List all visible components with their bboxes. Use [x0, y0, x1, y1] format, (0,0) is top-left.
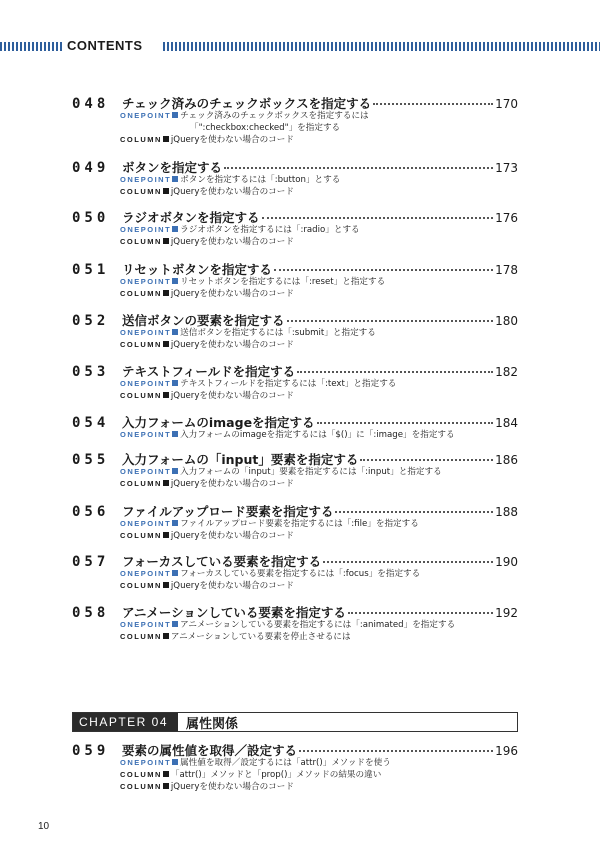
square-bullet-icon — [163, 188, 169, 194]
column-tag: COLUMN — [120, 632, 162, 641]
onepoint-tag: ONEPOINT — [120, 328, 172, 337]
onepoint-text: チェック済みのチェックボックスを指定するには — [180, 111, 369, 121]
entry-number: 053 — [72, 364, 110, 380]
column-tag: COLUMN — [120, 531, 162, 540]
square-bullet-icon — [163, 238, 169, 244]
header-stripes-left — [0, 42, 64, 51]
page-number: 10 — [38, 821, 50, 832]
dot-leader — [262, 217, 494, 219]
dot-leader — [323, 561, 493, 563]
toc-entry-048[interactable] — [72, 94, 518, 146]
onepoint-tag: ONEPOINT — [120, 111, 172, 120]
dot-leader — [274, 269, 493, 271]
column-text: jQueryを使わない場合のコード — [170, 391, 294, 401]
entry-page: 190 — [495, 555, 518, 569]
onepoint-text: ファイルアップロード要素を指定するには「:file」を指定する — [180, 519, 419, 529]
column-text: 「attr()」メソッドと「prop()」メソッドの結果の違い — [170, 770, 382, 780]
entry-number: 052 — [72, 313, 110, 329]
dot-leader — [373, 103, 493, 105]
chapter-banner — [72, 712, 518, 732]
entry-number: 048 — [72, 96, 110, 112]
dot-leader — [287, 320, 494, 322]
dot-leader — [335, 511, 493, 513]
contents-header — [0, 40, 600, 52]
onepoint-text: 送信ボタンを指定するには「:submit」と指定する — [180, 328, 376, 338]
column-text: jQueryを使わない場合のコード — [170, 340, 294, 350]
column-tag: COLUMN — [120, 340, 162, 349]
contents-title: CONTENTS — [67, 38, 143, 53]
column-line — [120, 339, 518, 351]
dot-leader — [317, 422, 494, 424]
entry-page: 184 — [495, 416, 518, 430]
onepoint-text: 属性値を取得／設定するには「attr()」メソッドを使う — [180, 758, 391, 768]
square-bullet-icon — [172, 380, 178, 386]
square-bullet-icon — [172, 226, 178, 232]
dot-leader — [224, 167, 493, 169]
square-bullet-icon — [163, 582, 169, 588]
square-bullet-icon — [172, 570, 178, 576]
toc-entry-052[interactable] — [72, 311, 518, 351]
entry-title: 入力フォームのimageを指定する — [122, 415, 315, 430]
onepoint-tag: ONEPOINT — [120, 175, 172, 184]
entry-number: 054 — [72, 415, 110, 431]
onepoint-tag: ONEPOINT — [120, 758, 172, 767]
entry-page: 196 — [495, 744, 518, 758]
square-bullet-icon — [163, 480, 169, 486]
entry-page: 170 — [495, 97, 518, 111]
square-bullet-icon — [163, 392, 169, 398]
column-text: jQueryを使わない場合のコード — [170, 581, 294, 591]
entry-title: 入力フォームの「input」要素を指定する — [122, 452, 359, 467]
square-bullet-icon — [172, 759, 178, 765]
entry-title: ファイルアップロード要素を指定する — [122, 504, 334, 519]
column-line — [120, 236, 518, 248]
column-line — [120, 478, 518, 490]
onepoint-tag: ONEPOINT — [120, 620, 172, 629]
toc-entry-056[interactable] — [72, 502, 518, 542]
column-tag: COLUMN — [120, 770, 162, 779]
square-bullet-icon — [163, 532, 169, 538]
entry-title: テキストフィールドを指定する — [122, 364, 296, 379]
square-bullet-icon — [163, 771, 169, 777]
onepoint-tag: ONEPOINT — [120, 277, 172, 286]
entry-number: 051 — [72, 262, 110, 278]
chapter-label: CHAPTER 04 — [73, 713, 178, 731]
column-text: jQueryを使わない場合のコード — [170, 187, 294, 197]
square-bullet-icon — [172, 112, 178, 118]
column-tag: COLUMN — [120, 135, 162, 144]
entry-title: アニメーションしている要素を指定する — [122, 605, 346, 620]
column-tag: COLUMN — [120, 391, 162, 400]
toc-entry-054[interactable] — [72, 413, 518, 441]
entry-number: 056 — [72, 504, 110, 520]
square-bullet-icon — [172, 176, 178, 182]
column-tag: COLUMN — [120, 782, 162, 791]
toc-entry-049[interactable] — [72, 158, 518, 198]
column-tag: COLUMN — [120, 479, 162, 488]
entry-page: 173 — [495, 161, 518, 175]
square-bullet-icon — [163, 783, 169, 789]
dot-leader — [297, 371, 493, 373]
onepoint-tag: ONEPOINT — [120, 569, 172, 578]
onepoint-text: 入力フォームの「input」要素を指定するには「:input」と指定する — [180, 467, 442, 477]
column-tag: COLUMN — [120, 187, 162, 196]
entry-title: ボタンを指定する — [122, 160, 223, 175]
toc-entry-053[interactable] — [72, 362, 518, 402]
column-text: jQueryを使わない場合のコード — [170, 782, 294, 792]
toc-entry-050[interactable] — [72, 208, 518, 248]
onepoint-tag: ONEPOINT — [120, 467, 172, 476]
chapter-title: 属性関係 — [186, 716, 239, 732]
square-bullet-icon — [172, 468, 178, 474]
dot-leader — [348, 612, 493, 614]
onepoint-text: ラジオボタンを指定するには「:radio」とする — [180, 225, 360, 235]
toc-entry-058[interactable] — [72, 603, 518, 643]
column-text: アニメーションしている要素を停止させるには — [170, 632, 351, 642]
toc-entry-051[interactable] — [72, 260, 518, 300]
entry-number: 049 — [72, 160, 110, 176]
column-tag: COLUMN — [120, 289, 162, 298]
entry-page: 192 — [495, 606, 518, 620]
column-text: jQueryを使わない場合のコード — [170, 479, 294, 489]
onepoint-tag: ONEPOINT — [120, 430, 172, 439]
entry-page: 176 — [495, 211, 518, 225]
column-line — [120, 631, 518, 643]
square-bullet-icon — [172, 329, 178, 335]
dot-leader — [360, 459, 493, 461]
toc-entry-057[interactable] — [72, 552, 518, 592]
square-bullet-icon — [172, 431, 178, 437]
onepoint-text: ボタンを指定するには「:button」とする — [180, 175, 341, 185]
onepoint-text: アニメーションしている要素を指定するには「:animated」を指定する — [180, 620, 456, 630]
header-stripes-right — [163, 42, 600, 51]
onepoint-text: リセットボタンを指定するには「:reset」と指定する — [180, 277, 386, 287]
square-bullet-icon — [172, 621, 178, 627]
column-line — [120, 769, 518, 781]
entry-page: 182 — [495, 365, 518, 379]
entry-number: 050 — [72, 210, 110, 226]
square-bullet-icon — [163, 136, 169, 142]
entry-page: 178 — [495, 263, 518, 277]
onepoint-text: テキストフィールドを指定するには「:text」と指定する — [180, 379, 397, 389]
onepoint-tag: ONEPOINT — [120, 519, 172, 528]
column-line — [120, 288, 518, 300]
entry-page: 180 — [495, 314, 518, 328]
square-bullet-icon — [172, 278, 178, 284]
column-line — [120, 580, 518, 592]
column-line — [120, 781, 518, 793]
entry-number: 059 — [72, 743, 110, 759]
column-line — [120, 134, 518, 146]
toc-entry-059[interactable] — [72, 741, 518, 793]
entry-number: 057 — [72, 554, 110, 570]
toc-entry-055[interactable] — [72, 450, 518, 490]
entry-title: フォーカスしている要素を指定する — [122, 554, 322, 569]
column-text: jQueryを使わない場合のコード — [170, 237, 294, 247]
entry-title: 要素の属性値を取得／設定する — [122, 743, 298, 758]
entry-title: リセットボタンを指定する — [122, 262, 272, 277]
onepoint-tag: ONEPOINT — [120, 225, 172, 234]
square-bullet-icon — [163, 290, 169, 296]
entry-number: 058 — [72, 605, 110, 621]
onepoint-text: フォーカスしている要素を指定するには「:focus」を指定する — [180, 569, 421, 579]
column-text: jQueryを使わない場合のコード — [170, 135, 294, 145]
square-bullet-icon — [172, 520, 178, 526]
onepoint-text: 「":checkbox:checked"」を指定する — [190, 123, 341, 133]
entry-number: 055 — [72, 452, 110, 468]
entry-title: 送信ボタンの要素を指定する — [122, 313, 285, 328]
dot-leader — [299, 750, 493, 752]
entry-title: チェック済みのチェックボックスを指定する — [122, 96, 372, 111]
square-bullet-icon — [163, 341, 169, 347]
column-tag: COLUMN — [120, 581, 162, 590]
entry-page: 186 — [495, 453, 518, 467]
entry-title: ラジオボタンを指定する — [122, 210, 260, 225]
entry-page: 188 — [495, 505, 518, 519]
onepoint-tag: ONEPOINT — [120, 379, 172, 388]
column-text: jQueryを使わない場合のコード — [170, 289, 294, 299]
onepoint-continuation — [120, 122, 518, 134]
onepoint-text: 入力フォームのimageを指定するには「$()」に「:image」を指定する — [180, 430, 455, 440]
column-tag: COLUMN — [120, 237, 162, 246]
column-line — [120, 530, 518, 542]
column-text: jQueryを使わない場合のコード — [170, 531, 294, 541]
square-bullet-icon — [163, 633, 169, 639]
column-line — [120, 390, 518, 402]
column-line — [120, 186, 518, 198]
